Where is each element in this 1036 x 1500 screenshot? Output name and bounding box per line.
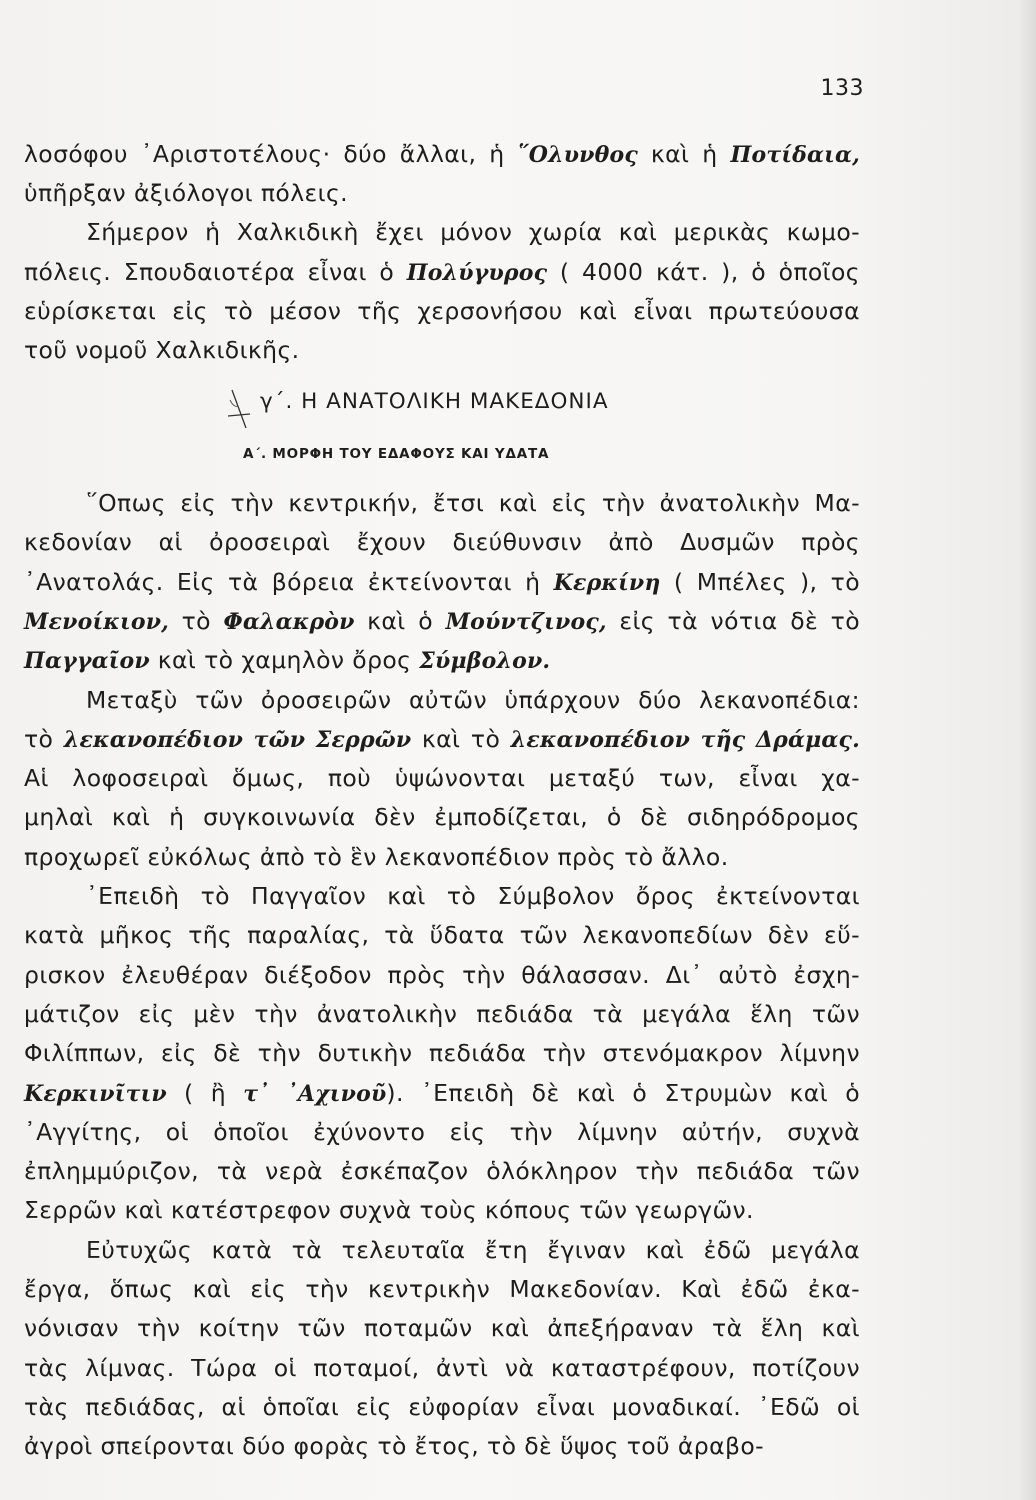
text-run: ἔργα, ὅπως καὶ εἰς τὴν κεντρικὴν Μακεδονίαν. Καὶ ἐδῶ ἐκα- bbox=[24, 1275, 860, 1303]
text-run: Φιλίππων, εἰς δὲ τὴν δυτικὴν πεδιάδα τὴν στενόμακρον λίμνην bbox=[24, 1039, 860, 1068]
text-line bbox=[24, 1151, 860, 1191]
text-run: ᾽Αγγίτης, οἱ ὁποῖοι ἐχύνοντο εἰς τὴν λίμνην αὐτήν, συχνὰ bbox=[24, 1117, 860, 1146]
emphasized-term: ῞Ολυνθος bbox=[517, 142, 638, 168]
text-run: τὰς πεδιάδας, αἱ ὁποῖαι εἰς εὐφορίαν εἶναι μοναδικαί. ᾽Εδῶ οἱ bbox=[24, 1392, 860, 1421]
page-edge-shadow bbox=[1018, 0, 1036, 1500]
text-line bbox=[24, 1348, 860, 1388]
text-run: καὶ τὸ bbox=[411, 724, 511, 753]
text-line bbox=[24, 562, 860, 602]
text-line bbox=[24, 522, 860, 562]
text-line bbox=[24, 252, 860, 292]
text-line bbox=[24, 1073, 860, 1113]
text-run: ᾽Ανατολάς. Εἰς τὰ βόρεια ἐκτείνονται ἡ bbox=[24, 567, 554, 596]
text-line bbox=[24, 1269, 860, 1309]
text-line bbox=[86, 483, 860, 523]
text-run: λοσόφου ᾽Αριστοτέλους· δύο ἄλλαι, ἡ bbox=[24, 140, 518, 168]
emphasized-term: λεκανοπέδιον τῶν Σερρῶν bbox=[63, 726, 412, 753]
emphasized-term: Φαλακρὸν bbox=[223, 608, 355, 635]
text-line bbox=[24, 291, 860, 331]
emphasized-term: Πολύγυρος bbox=[406, 259, 548, 286]
text-run: Αἱ λοφοσειραὶ ὅμως, ποὺ ὑψώνονται μεταξύ των, εἶναι χα- bbox=[24, 764, 860, 793]
page-number: 133 bbox=[820, 76, 864, 101]
text-line bbox=[86, 212, 860, 252]
text-run: τὸ bbox=[169, 606, 224, 635]
text-run: μηλαὶ καὶ ἡ συγκοινωνία δὲν ἐμποδίζεται, ὁ δὲ σιδηρόδρομος bbox=[24, 803, 860, 832]
text-line bbox=[24, 173, 860, 213]
text-line bbox=[86, 1230, 860, 1270]
text-line bbox=[24, 1387, 860, 1427]
text-line bbox=[24, 1190, 860, 1230]
text-run: καὶ τὸ χαμηλὸν ὄρος bbox=[149, 646, 420, 675]
text-run: τὰς λίμνας. Τώρα οἱ ποταμοί, ἀντὶ νὰ καταστρέφουν, ποτίζουν bbox=[24, 1353, 860, 1382]
handwritten-cross-mark bbox=[226, 386, 252, 434]
text-line bbox=[24, 837, 860, 877]
text-run: εὑρίσκεται εἰς τὸ μέσον τῆς χερσονήσου καὶ εἶναι πρωτεύουσα bbox=[24, 296, 860, 325]
text-run: τὸ bbox=[24, 724, 64, 753]
text-run: Σερρῶν καὶ κατέστρεφον συχνὰ τοὺς κόπους τῶν γεωργῶν. bbox=[24, 1196, 754, 1225]
text-run: ὑπῆρξαν ἀξιόλογοι πόλεις. bbox=[24, 179, 349, 208]
text-line bbox=[24, 1112, 860, 1152]
text-line bbox=[24, 330, 860, 370]
text-run: Εὐτυχῶς κατὰ τὰ τελευταῖα ἔτη ἔγιναν καὶ ἐδῶ μεγάλα bbox=[86, 1235, 860, 1264]
text-run: ἐπλημμύριζον, τὰ νερὰ ἐσκέπαζον ὁλόκληρον τὴν πεδιάδα τῶν bbox=[24, 1157, 860, 1186]
text-line bbox=[24, 915, 860, 955]
emphasized-term: Κερκινῖτιν bbox=[24, 1080, 167, 1107]
section-heading: γ΄. Η ΑΝΑΤΟΛΙΚΗ ΜΑΚΕΔΟΝΙΑ bbox=[260, 389, 609, 414]
text-line bbox=[24, 719, 860, 759]
emphasized-term: Σύμβολον. bbox=[419, 648, 551, 675]
text-line bbox=[24, 797, 860, 837]
text-run: προχωρεῖ εὐκόλως ἀπὸ τὸ ἓν λεκανοπέδιον πρὸς τὸ ἄλλο. bbox=[24, 842, 729, 871]
text-run: Μεταξὺ τῶν ὀροσειρῶν αὐτῶν ὑπάρχουν δύο λεκανοπέδια: bbox=[86, 685, 860, 714]
emphasized-term: Παγγαῖον bbox=[24, 648, 150, 675]
text-run: καὶ ὁ bbox=[354, 606, 446, 635]
text-run: μάτιζον εἰς μὲν τὴν ἀνατολικὴν πεδιάδα τὰ μεγάλα ἕλη τῶν bbox=[24, 999, 860, 1028]
text-line bbox=[24, 758, 860, 798]
text-run: ᾽Επειδὴ τὸ Παγγαῖον καὶ τὸ Σύμβολον ὄρος ἐκτείνονται bbox=[86, 882, 860, 910]
text-run: πόλεις. Σπουδαιοτέρα εἶναι ὁ bbox=[24, 257, 407, 286]
text-run: ( Μπέλες ), τὸ bbox=[660, 567, 860, 596]
text-line bbox=[24, 1308, 860, 1348]
emphasized-term: τ᾽ ᾽Αχινοῦ bbox=[243, 1080, 387, 1107]
text-run: ( 4000 κάτ. ), ὁ ὁποῖος bbox=[547, 257, 860, 286]
text-run: κεδονίαν αἱ ὀροσειραὶ ἔχουν διεύθυνσιν ἀπὸ Δυσμῶν πρὸς bbox=[24, 528, 860, 557]
text-line bbox=[24, 994, 860, 1034]
text-line bbox=[86, 680, 860, 720]
emphasized-term: Μενοίκιον, bbox=[24, 608, 170, 635]
text-run: ). ᾽Επειδὴ δὲ καὶ ὁ Στρυμὼν καὶ ὁ bbox=[386, 1078, 860, 1107]
text-line bbox=[24, 955, 860, 995]
text-run: ρισκον ἐλευθέραν διέξοδον πρὸς τὴν θάλασσαν. Δι᾽ αὐτὸ ἐσχη- bbox=[24, 960, 860, 989]
text-run: καὶ ἡ bbox=[637, 140, 731, 168]
text-line bbox=[24, 1033, 860, 1073]
text-run: ῞Οπως εἰς τὴν κεντρικήν, ἔτσι καὶ εἰς τὴν ἀνατολικὴν Μα- bbox=[86, 489, 860, 517]
text-run: ( ἢ bbox=[166, 1078, 244, 1107]
text-line bbox=[24, 1426, 860, 1466]
text-line bbox=[24, 601, 860, 641]
text-run: νόνισαν τὴν κοίτην τῶν ποταμῶν καὶ ἀπεξήραναν τὰ ἕλη καὶ bbox=[24, 1314, 860, 1343]
text-run: ἀγροὶ σπείρονται δύο φορὰς τὸ ἔτος, τὸ δὲ ὕψος τοῦ ἀραβο- bbox=[24, 1432, 765, 1461]
text-run: Σήμερον ἡ Χαλκιδικὴ ἔχει μόνον χωρία καὶ μερικὰς κωμο- bbox=[86, 218, 860, 247]
text-line bbox=[86, 876, 860, 916]
emphasized-term: Κερκίνη bbox=[553, 569, 661, 596]
section-subheading: Α΄. ΜΟΡΦΗ ΤΟΥ ΕΔΑΦΟΥΣ ΚΑΙ ΥΔΑΤΑ bbox=[243, 446, 550, 462]
emphasized-term: Μούντζινος, bbox=[445, 608, 607, 635]
text-run: κατὰ μῆκος τῆς παραλίας, τὰ ὕδατα τῶν λεκανοπεδίων δὲν εὕ- bbox=[24, 921, 860, 950]
text-run: εἰς τὰ νότια δὲ τὸ bbox=[606, 606, 860, 635]
text-line bbox=[24, 640, 860, 680]
text-run: τοῦ νομοῦ Χαλκιδικῆς. bbox=[24, 336, 300, 364]
text-line bbox=[24, 134, 860, 174]
emphasized-term: Ποτίδαια, bbox=[730, 142, 860, 168]
emphasized-term: λεκανοπέδιον τῆς Δράμας. bbox=[510, 726, 861, 753]
